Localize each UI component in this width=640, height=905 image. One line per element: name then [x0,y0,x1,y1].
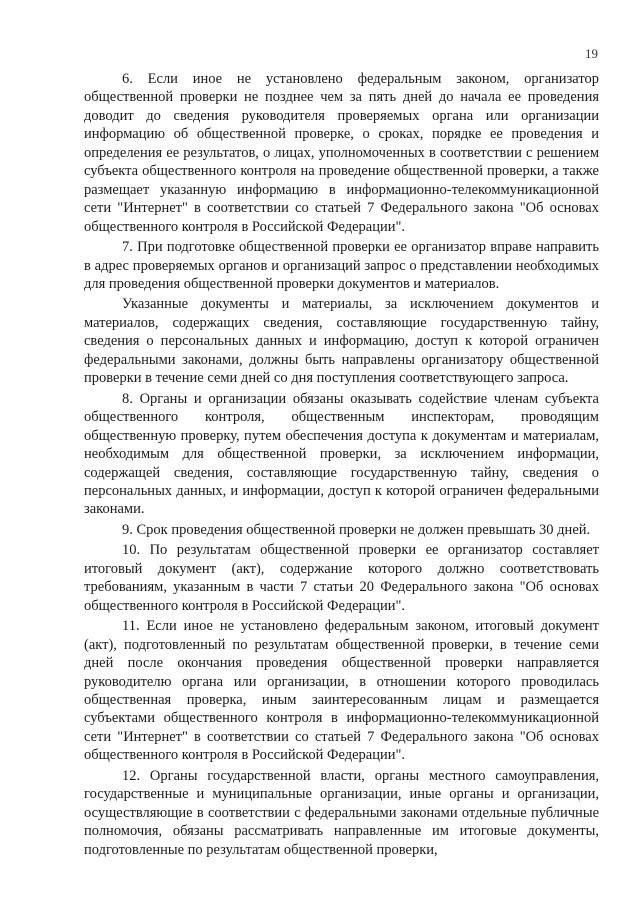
document-body [84,70,599,859]
paragraph-7: 7. При подготовке общественной проверки ее организатор вправе направить в адрес проверяемых органов и организаций запрос о представлении необходимых для проведения общественной проверки документов и материалов. [84,239,599,292]
paragraph-12: 12. Органы государственной власти, органы местного самоуправления, государственные и муниципальные организации, иные органы и организации, осуществляющие в соответствии с федеральными законами отдельные публичные полномочия, обязаны рассматривать направленные им итоговые документы, подготовленные по результатам общественной проверки, [84,767,599,858]
paragraph-7-continuation: Указанные документы и материалы, за исключением документов и материалов, содержащих сведения, составляющие государственную тайну, сведения о персональных данных и информацию, доступ к которой ограничен федеральными законами, должны быть направлены организатору общественной проверки в течение семи дней со дня поступления соответствующего запроса. [84,296,599,387]
paragraph-9: 9. Срок проведения общественной проверки не должен превышать 30 дней. [122,521,591,538]
paragraph-11: 11. Если иное не установлено федеральным законом, итоговый документ (акт), подготовленный по результатам общественной проверки, в течение семи дней после окончания проведения общественной проверки направляется руководителю органа или организации, в отношении которого проводилась общественная проверка, иным заинтересованным лицам и размещается субъектами общественного контроля в информационно-телекоммуникационной сети "Интернет" в соответствии со статьей 7 Федерального закона "Об основах общественного контроля в Российской Федерации". [84,618,599,764]
paragraph-6: 6. Если иное не установлено федеральным законом, организатор общественной проверки не позднее чем за пять дней до начала ее проведения доводит до сведения руководителя проверяемых органа или организации информацию об общественной проверке, о сроках, порядке ее проведения и определения ее результатов, о лицах, уполномоченных в соответствии с решением субъекта общественного контроля на проведение общественной проверки, а также размещает указанную информацию в информационно-телекоммуникационной сети "Интернет" в соответствии со статьей 7 Федерального закона "Об основах общественного контроля в Российской Федерации". [84,71,599,235]
paragraph-10: 10. По результатам общественной проверки ее организатор составляет итоговый документ (акт), содержание которого должно соответствовать требованиям, указанным в части 7 статьи 20 Федерального закона "Об основах общественного контроля в Российской Федерации". [84,542,599,614]
paragraph-8: 8. Органы и организации обязаны оказывать содействие членам субъекта общественного контроля, общественным инспекторам, проводящим общественную проверку, путем обеспечения доступа к документам и материалам, необходимым для общественной проверки, за исключением информации, содержащей сведения, составляющие государственную тайну, сведения о персональных данных, и информации, доступ к которой ограничен федеральными законами. [84,390,599,518]
page-number: 19 [585,46,598,61]
